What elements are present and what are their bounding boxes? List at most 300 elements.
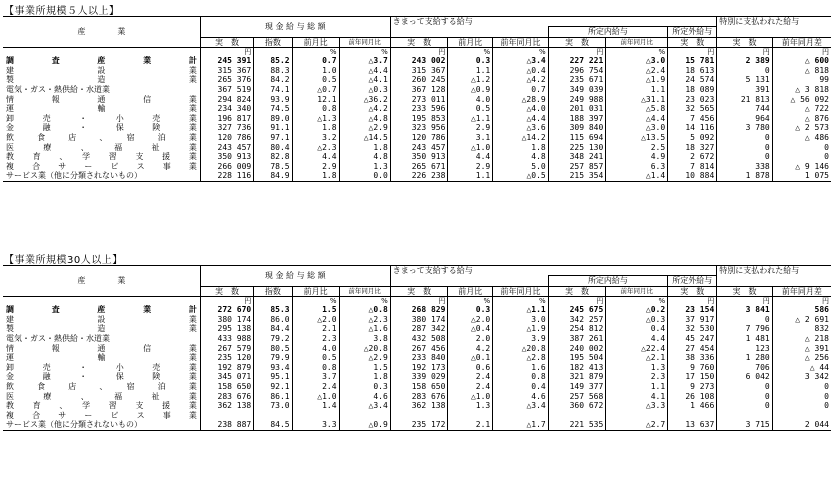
value-cell: 1.1	[448, 171, 493, 181]
unit-cell: 円	[390, 48, 448, 57]
value-cell: 350 913	[390, 152, 448, 162]
value-cell: 586	[772, 305, 831, 315]
value-cell	[606, 411, 668, 421]
value-cell: 2 389	[717, 56, 772, 66]
value-cell: 296 754	[548, 66, 606, 76]
value-cell: 0	[717, 66, 772, 76]
value-cell: △20.8	[339, 344, 390, 354]
value-cell: △2.0	[292, 315, 339, 325]
value-cell: 4.2	[448, 344, 493, 354]
col-header: 実 数	[548, 286, 606, 297]
value-cell: △ 9 146	[772, 162, 831, 172]
value-cell: 26 108	[668, 392, 717, 402]
value-cell: 182 413	[548, 363, 606, 373]
value-cell: 84.4	[254, 324, 292, 334]
value-cell: △1.4	[606, 171, 668, 181]
value-cell: △ 391	[772, 344, 831, 354]
col-header: 実 数	[548, 37, 606, 48]
blank-cell	[548, 266, 717, 276]
industry-name: 医 療 、 福 祉 業	[6, 142, 197, 152]
col-header: 前年同月差	[772, 286, 831, 297]
table-row	[3, 324, 831, 334]
value-cell: 1.8	[339, 143, 390, 153]
col-header: 実 数	[390, 37, 448, 48]
industry-name: 医 療 、 福 祉 業	[6, 391, 197, 401]
value-cell: 88.3	[254, 66, 292, 76]
col-special: 特別に支払われた給与	[717, 17, 831, 27]
value-cell: 0	[717, 392, 772, 402]
value-cell	[493, 411, 549, 421]
value-cell: △20.8	[493, 344, 549, 354]
col-header: 前年同月比	[339, 286, 390, 297]
table-row	[3, 85, 831, 95]
industry-name: 金 融 ・ 保 険 業	[6, 372, 197, 382]
value-cell: △ 2 573	[772, 123, 831, 133]
col-header: 前月比	[448, 286, 493, 297]
value-cell: 348 241	[548, 152, 606, 162]
table-row	[3, 66, 831, 76]
value-cell: △ 876	[772, 114, 831, 124]
blank-cell	[548, 17, 717, 27]
value-cell: 2.1	[448, 420, 493, 430]
value-cell: 0.6	[448, 363, 493, 373]
wage-table-30plus	[3, 265, 831, 431]
value-cell: 1.1	[606, 382, 668, 392]
col-overtime: 所定外給与	[668, 27, 717, 38]
unit-cell: 円	[548, 297, 606, 306]
value-cell: 0	[772, 152, 831, 162]
value-cell: 195 853	[390, 114, 448, 124]
wage-table-5plus	[3, 16, 831, 182]
value-cell: 97.1	[254, 133, 292, 143]
value-cell: 3 715	[717, 420, 772, 430]
col-header: 前年同月比	[339, 37, 390, 48]
value-cell	[668, 411, 717, 421]
col-header: 実 数	[668, 286, 717, 297]
value-cell: 2 044	[772, 420, 831, 430]
industry-name: 飲 食 店 、 宿 泊 業	[6, 382, 197, 392]
unit-cell: 円	[200, 48, 253, 57]
value-cell: 74.5	[254, 104, 292, 114]
value-cell: 192 173	[390, 363, 448, 373]
blank-cell	[390, 27, 548, 38]
value-cell: 0	[717, 382, 772, 392]
value-cell: 93.9	[254, 95, 292, 105]
value-cell	[717, 411, 772, 421]
value-cell: 2.4	[448, 372, 493, 382]
value-cell: 1.8	[493, 143, 549, 153]
col-header: 前月比	[448, 37, 493, 48]
industry-name: 建 設 業	[6, 314, 197, 324]
table-row	[3, 315, 831, 325]
value-cell: 706	[717, 363, 772, 373]
col-overtime: 所定外給与	[668, 276, 717, 287]
value-cell: 4.9	[606, 152, 668, 162]
value-cell: 243 457	[390, 143, 448, 153]
value-cell: △2.3	[339, 315, 390, 325]
value-cell: △4.2	[339, 104, 390, 114]
value-cell: 4.4	[606, 334, 668, 344]
value-cell: 6 042	[717, 372, 772, 382]
value-cell: 391	[717, 85, 772, 95]
value-cell: 1.3	[339, 162, 390, 172]
unit-cell: 円	[772, 297, 831, 306]
value-cell: 9 273	[668, 382, 717, 392]
value-cell: 0	[772, 382, 831, 392]
unit-cell: 円	[668, 297, 717, 306]
col-scheduled: 所定内給与	[548, 276, 667, 287]
blank-cell	[390, 276, 548, 287]
value-cell: 12.1	[292, 95, 339, 105]
value-cell: 188 397	[548, 114, 606, 124]
value-cell: 2.4	[448, 382, 493, 392]
value-cell: 245 675	[548, 305, 606, 315]
col-cash-total: 現 金 給 与 総 額	[200, 266, 390, 287]
value-cell: △4.2	[493, 75, 549, 85]
value-cell: 73.0	[254, 401, 292, 411]
value-cell: 10 884	[668, 171, 717, 181]
value-cell: 380 174	[390, 315, 448, 325]
value-cell: △36.2	[339, 95, 390, 105]
value-cell: 2.4	[292, 382, 339, 392]
value-cell: 287 342	[390, 324, 448, 334]
value-cell: 267 579	[200, 344, 253, 354]
value-cell: △0.4	[448, 324, 493, 334]
value-cell: 1 075	[772, 171, 831, 181]
value-cell: △2.9	[339, 123, 390, 133]
value-cell: △1.9	[606, 75, 668, 85]
col-regular: きまって支給する給与	[390, 266, 548, 276]
value-cell: 23 023	[668, 95, 717, 105]
value-cell: 380 174	[200, 315, 253, 325]
value-cell: 243 457	[200, 143, 253, 153]
value-cell: △2.1	[606, 353, 668, 363]
value-cell: 265 376	[200, 75, 253, 85]
value-cell: 1.8	[292, 123, 339, 133]
value-cell: 4.8	[339, 152, 390, 162]
value-cell: 0.5	[292, 75, 339, 85]
value-cell: 82.8	[254, 152, 292, 162]
value-cell: △1.1	[493, 305, 549, 315]
value-cell: 345 071	[200, 372, 253, 382]
value-cell: △ 3 818	[772, 85, 831, 95]
value-cell: △ 722	[772, 104, 831, 114]
industry-name: 情 報 通 信 業	[6, 94, 197, 104]
value-cell: 254 812	[548, 324, 606, 334]
value-cell	[292, 411, 339, 421]
value-cell: 7 796	[717, 324, 772, 334]
value-cell: 38 336	[668, 353, 717, 363]
value-cell: 323 956	[390, 123, 448, 133]
value-cell: 0.8	[292, 363, 339, 373]
value-cell: △3.0	[606, 123, 668, 133]
value-cell: 249 988	[548, 95, 606, 105]
value-cell: △22.4	[606, 344, 668, 354]
value-cell: △2.0	[448, 315, 493, 325]
table-row	[3, 305, 831, 315]
value-cell: △28.9	[493, 95, 549, 105]
value-cell: 92.1	[254, 382, 292, 392]
value-cell: △2.3	[292, 143, 339, 153]
value-cell: 260 245	[390, 75, 448, 85]
value-cell: 79.9	[254, 353, 292, 363]
value-cell: 15 781	[668, 56, 717, 66]
header-row	[3, 17, 831, 27]
value-cell: 0	[772, 401, 831, 411]
value-cell: 1.5	[292, 305, 339, 315]
industry-name: 複 合 サ ー ビ ス 事 業	[6, 161, 197, 171]
value-cell: 24 574	[668, 75, 717, 85]
value-cell: 221 535	[548, 420, 606, 430]
value-cell: 321 879	[548, 372, 606, 382]
value-cell: 158 650	[200, 382, 253, 392]
value-cell: 283 676	[200, 392, 253, 402]
table-row	[3, 344, 831, 354]
col-header: 実 数	[390, 286, 448, 297]
value-cell	[390, 411, 448, 421]
value-cell: 294 824	[200, 95, 253, 105]
value-cell: 228 116	[200, 171, 253, 181]
value-cell: △13.5	[606, 133, 668, 143]
value-cell: 3.8	[339, 334, 390, 344]
value-cell: 2.3	[292, 334, 339, 344]
value-cell: △1.2	[448, 75, 493, 85]
value-cell: 295 138	[200, 324, 253, 334]
value-cell: 195 504	[548, 353, 606, 363]
industry-name: 調 査 産 業 計	[6, 305, 197, 315]
unit-cell: %	[339, 297, 390, 306]
value-cell: △0.1	[448, 353, 493, 363]
value-cell: △4.0	[493, 104, 549, 114]
unit-cell: %	[448, 48, 493, 57]
value-cell: 1.1	[448, 66, 493, 76]
table-row	[3, 401, 831, 411]
unit-row	[3, 297, 831, 306]
table-row	[3, 392, 831, 402]
value-cell: 1 280	[717, 353, 772, 363]
value-cell: 32 565	[668, 104, 717, 114]
value-cell: 13 637	[668, 420, 717, 430]
value-cell: 268 829	[390, 305, 448, 315]
value-cell: 123	[717, 344, 772, 354]
value-cell: 89.0	[254, 114, 292, 124]
value-cell: 1.8	[292, 171, 339, 181]
value-cell	[548, 411, 606, 421]
value-cell: 2.9	[448, 123, 493, 133]
value-cell: 338	[717, 162, 772, 172]
section-title: 【事業所規模30人以上】	[4, 255, 123, 266]
value-cell: 32 530	[668, 324, 717, 334]
industry-name: 建 設 業	[6, 65, 197, 75]
value-cell: 0.4	[606, 324, 668, 334]
value-cell: △2.4	[606, 66, 668, 76]
value-cell: △2.9	[339, 353, 390, 363]
value-cell: 238 887	[200, 420, 253, 430]
value-cell: △ 818	[772, 66, 831, 76]
col-industry: 産 業	[3, 266, 200, 297]
value-cell: 0	[717, 143, 772, 153]
value-cell	[772, 411, 831, 421]
industry-name: 情 報 通 信 業	[6, 343, 197, 353]
col-header: 実 数	[200, 286, 253, 297]
table-row	[3, 382, 831, 392]
value-cell: △3.7	[339, 56, 390, 66]
value-cell: 1.4	[292, 401, 339, 411]
col-header: 前年同月差	[772, 37, 831, 48]
table-row	[3, 420, 831, 430]
col-industry: 産 業	[3, 17, 200, 48]
value-cell: 201 031	[548, 104, 606, 114]
value-cell: 18 613	[668, 66, 717, 76]
unit-cell: %	[493, 48, 549, 57]
value-cell: 215 354	[548, 171, 606, 181]
value-cell: 350 913	[200, 152, 253, 162]
value-cell: 0.5	[448, 104, 493, 114]
col-header: 前月比	[292, 37, 339, 48]
value-cell: △0.9	[339, 420, 390, 430]
value-cell: 0.3	[448, 305, 493, 315]
value-cell: 4.6	[339, 392, 390, 402]
table-row	[3, 133, 831, 143]
unit-row	[3, 48, 831, 57]
table-row	[3, 152, 831, 162]
value-cell: 27 454	[668, 344, 717, 354]
value-cell: 235 172	[390, 420, 448, 430]
value-cell: 85.3	[254, 305, 292, 315]
value-cell: 315 367	[200, 66, 253, 76]
value-cell: 257 568	[548, 392, 606, 402]
value-cell: 5 092	[668, 133, 717, 143]
table-row	[3, 363, 831, 373]
value-cell: 5.0	[493, 162, 549, 172]
blank-cell	[717, 276, 831, 287]
unit-cell: %	[292, 297, 339, 306]
industry-name: 卸 売 ・ 小 売 業	[6, 113, 197, 123]
value-cell: △3.4	[493, 56, 549, 66]
table-row	[3, 143, 831, 153]
unit-cell	[3, 48, 200, 57]
value-cell: 0.3	[339, 382, 390, 392]
value-cell: △4.8	[339, 114, 390, 124]
value-cell: 84.5	[254, 420, 292, 430]
header-row	[3, 266, 831, 276]
table-row	[3, 75, 831, 85]
value-cell: △ 218	[772, 334, 831, 344]
industry-name: サービス業（他に分類されないもの）	[6, 171, 142, 181]
value-cell: 0	[772, 143, 831, 153]
value-cell: 2.9	[292, 162, 339, 172]
unit-cell: 円	[200, 297, 253, 306]
value-cell: 243 002	[390, 56, 448, 66]
value-cell: 0	[772, 392, 831, 402]
value-cell: 257 857	[548, 162, 606, 172]
industry-name: 飲 食 店 、 宿 泊 業	[6, 133, 197, 143]
value-cell: 235 671	[548, 75, 606, 85]
unit-cell: 円	[717, 48, 772, 57]
table-row	[3, 162, 831, 172]
value-cell: △0.3	[339, 85, 390, 95]
value-cell: △1.0	[448, 392, 493, 402]
value-cell: 80.4	[254, 143, 292, 153]
value-cell: 84.9	[254, 171, 292, 181]
value-cell: △3.6	[493, 123, 549, 133]
value-cell: 80.5	[254, 344, 292, 354]
value-cell: 3.1	[448, 133, 493, 143]
value-cell: △ 600	[772, 56, 831, 66]
value-cell: 226 238	[390, 171, 448, 181]
value-cell: 1 466	[668, 401, 717, 411]
value-cell: 0.0	[339, 171, 390, 181]
col-header: 前月比	[292, 286, 339, 297]
value-cell: △4.1	[339, 75, 390, 85]
industry-name: 調 査 産 業 計	[6, 56, 197, 66]
value-cell: 85.2	[254, 56, 292, 66]
value-cell: 7 456	[668, 114, 717, 124]
value-cell: 235 120	[200, 353, 253, 363]
value-cell: 86.0	[254, 315, 292, 325]
value-cell: △5.8	[606, 104, 668, 114]
col-header: 指数	[254, 37, 292, 48]
value-cell: 342 257	[548, 315, 606, 325]
value-cell: 245 391	[200, 56, 253, 66]
value-cell: 23 154	[668, 305, 717, 315]
value-cell: 95.1	[254, 372, 292, 382]
value-cell: 3.0	[493, 315, 549, 325]
value-cell: △3.0	[606, 56, 668, 66]
value-cell: 267 456	[390, 344, 448, 354]
value-cell: △4.4	[606, 114, 668, 124]
value-cell: 1 878	[717, 171, 772, 181]
value-cell: 283 676	[390, 392, 448, 402]
value-cell: 339 029	[390, 372, 448, 382]
value-cell: △0.8	[339, 305, 390, 315]
col-header: 前年同月比	[493, 37, 549, 48]
value-cell: 1.0	[292, 66, 339, 76]
section-title: 【事業所規模５人以上】	[4, 6, 120, 17]
value-cell: △1.6	[339, 324, 390, 334]
value-cell: 349 039	[548, 85, 606, 95]
value-cell: 14 116	[668, 123, 717, 133]
value-cell: 4.4	[448, 152, 493, 162]
value-cell: 3.2	[292, 133, 339, 143]
value-cell: △1.0	[448, 143, 493, 153]
value-cell: 964	[717, 114, 772, 124]
value-cell: 265 671	[390, 162, 448, 172]
value-cell: 2 672	[668, 152, 717, 162]
col-header: 実 数	[668, 37, 717, 48]
value-cell: 78.5	[254, 162, 292, 172]
value-cell: 0.3	[448, 56, 493, 66]
value-cell: 433 988	[200, 334, 253, 344]
col-scheduled: 所定内給与	[548, 27, 667, 38]
value-cell: 266 009	[200, 162, 253, 172]
table-row	[3, 411, 831, 421]
value-cell: △0.7	[292, 85, 339, 95]
unit-cell: 円	[668, 48, 717, 57]
industry-name: 複 合 サ ー ビ ス 事 業	[6, 410, 197, 420]
value-cell: 196 817	[200, 114, 253, 124]
value-cell: 2.0	[448, 334, 493, 344]
industry-name: サービス業（他に分類されないもの）	[6, 420, 142, 430]
value-cell: 240 002	[548, 344, 606, 354]
value-cell: 4.4	[292, 152, 339, 162]
value-cell: △1.1	[448, 114, 493, 124]
unit-cell: 円	[548, 48, 606, 57]
value-cell: 120 786	[390, 133, 448, 143]
value-cell: 18 089	[668, 85, 717, 95]
value-cell: 0	[717, 315, 772, 325]
value-cell: 227 221	[548, 56, 606, 66]
